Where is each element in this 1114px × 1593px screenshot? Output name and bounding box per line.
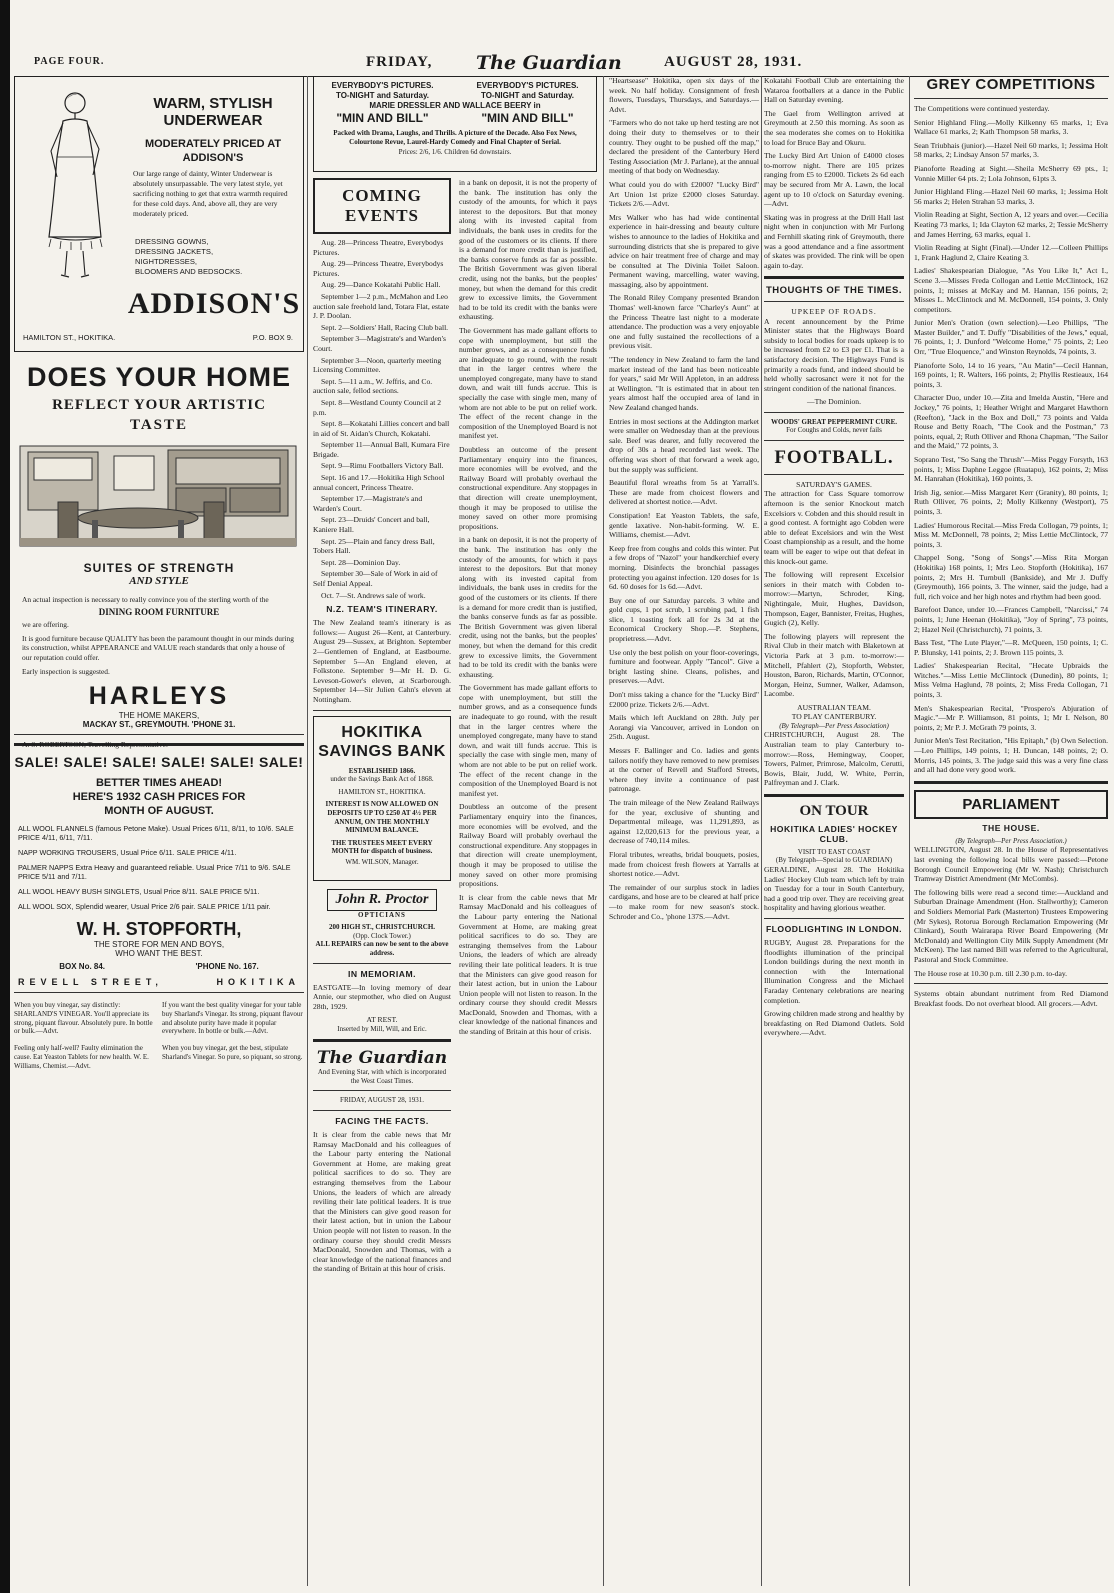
divider bbox=[14, 734, 304, 735]
column-2-left bbox=[313, 178, 451, 1278]
coming-events-list bbox=[313, 238, 451, 600]
parliament-heading: PARLIAMENT bbox=[962, 795, 1060, 813]
column-4 bbox=[764, 76, 904, 1042]
event-item: September 3—Noon, quarterly meeting Licensing Committee. bbox=[313, 355, 442, 375]
parliament-paragraph: The following bills were read a second time:—Auckland and Suburban Drainage Amendment (Hon. Stallworthy); Cameron and Soldiers Memorial Park (Masterton) Trustees Empowering (Mr Sykes), Rotorua Borough Reclamation Empowering (Mr Clinkard), South Wairarapa River Board Empowering (Mr McDonald) and Wellington City Milk Supply Amendment (Mr McKeen). The last named Bill was referred to the Agricultural, Pastoral and Stock Committee. bbox=[914, 887, 1108, 964]
parliament-subheading: THE HOUSE. bbox=[982, 822, 1040, 833]
price-item: ALL WOOL SOX, Splendid wearer, Usual Price 2/6 pair. SALE PRICE 1/11 pair. bbox=[18, 902, 271, 911]
price-item: ALL WOOL FLANNELS (famous Petone Make). Usual Prices 6/11, 8/11, to 10/6. SALE PRICE 4/11, 6/11, 7/11. bbox=[18, 824, 294, 842]
competition-paragraph: Junior Highland Fling.—Hazel Neil 60 marks, 1; Jessima Holt 56 marks 2; Helen Strahan 53 marks, 3. bbox=[914, 187, 1108, 206]
competition-paragraph: Chappel Song, "Song of Songs".—Miss Rita Morgan (Hokitika) 168 points, 1; Mrs Leo. Stopforth (Hokitika), 167 points, 2; Mrs H. Turnbull (Bankside), and Mr J. Duffy (Greymouth), 166 points, 3. The winner, said the judge, had a full, rich voice and her high notes and rhythm had been good. bbox=[914, 553, 1108, 601]
competition-paragraph: Junior Men's Oration (own selection).—Leo Phillips, "The Master Builder," and T. Duffy "Disabilities of the Jews," equal, 76 points, 1; J. Dunford "Welcome Home," 75 points, 2; Leo Orr, "True Eloquence," and Winston Reynolds, 74 points, 3. bbox=[914, 318, 1108, 357]
news-paragraph: Floral tributes, wreaths, bridal bouquets, posies, made from choicest fresh flowers at Yarralls at shortest notice.—Advt. bbox=[609, 849, 759, 879]
column-rule bbox=[909, 76, 910, 1586]
flood-heading: FLOODLIGHTING IN LONDON. bbox=[765, 924, 903, 935]
competition-paragraph: Ladies' Shakespearian Recital, "Hecate Upbraids the Witches."—Miss Lettie McClintock (Dunedin), 80 points, 1; Miss Velma Haglund, 78 points, 2; Miss Freda Collogan, 71 points, 3. bbox=[914, 661, 1108, 700]
price-item: PALMER NAPPS Extra Heavy and guaranteed reliable. Usual Price 7/11 to 9/6. SALE PRICE 5/11 and 7/11. bbox=[18, 863, 291, 881]
divider bbox=[764, 301, 904, 302]
divider bbox=[764, 276, 904, 279]
tour-byline: (By Telegraph—Special to GUARDIAN) bbox=[775, 856, 893, 865]
competition-paragraph: Soprano Test, "So Sang the Thrush"—Miss Peggy Forsyth, 163 points, 1; Miss Daphne Leggoe (Ruatapu), 162 points, 2; Miss M. Hanrahan (Hokitika), 160 points, 3. bbox=[914, 455, 1108, 484]
column-2-body bbox=[313, 178, 597, 1278]
news-paragraph: Buy one of our Saturday parcels. 3 white and gold cups, 1 pot scrub, 1 scrubing pad, 1 fish slice, 1 toasting fork all for 2s 3d at the Economical Crockery Shop.—P. Stephens, proprietress.—Advt. bbox=[609, 595, 759, 644]
column-2 bbox=[313, 76, 597, 1278]
harleys-address: MACKAY ST., GREYMOUTH. 'PHONE 31. bbox=[82, 720, 236, 730]
news-paragraph: The Gael from Wellington arrived at Greymouth at 2.50 this morning. As soon as the sea moderates she comes on to Hokitika to load for Bruce Bay and Okuru. bbox=[764, 108, 904, 147]
bank-street: HAMILTON ST., HOKITIKA. bbox=[338, 787, 426, 796]
guardian-sub: And Evening Star, with which is incorporated the West Coast Times. bbox=[317, 1068, 447, 1085]
stopforth-tagline-2: WHO WANT THE BEST. bbox=[115, 949, 203, 958]
theatre-hd-line: EVERYBODY'S PICTURES. bbox=[476, 81, 579, 90]
event-item: Sept. 16 and 17.—Hokitika High School annual concert, Princess Theatre. bbox=[313, 473, 445, 492]
news-paragraph: Keep free from coughs and colds this winter. Put a few drops of "Nazol" your handkerchief every morning. Disinfects the bronchial passages protecting you against infection. 120 doses for 1s 6d. 60 doses for 1s 6d.—Advt. bbox=[609, 543, 759, 592]
competition-paragraph: Ladies' Humorous Recital.—Miss Freda Collogan, 79 points, 1; Miss M. McDonnell, 78 points, 2; Miss Lettie McClintock, 77 points, 3. bbox=[914, 520, 1108, 549]
aus-byline: (By Telegraph—Per Press Association) bbox=[779, 721, 889, 730]
divider bbox=[313, 710, 451, 711]
harleys-logo-name: HARLEYS bbox=[88, 682, 230, 711]
news-paragraph: The following players will represent the Rival Club in their match with Blaketown at Victoria Park at 3 p.m. to-morrow:—Mitchell, Pfahlert (2), Stopforth, Webster, Houston, Baron, Richards, Martin, O'Connor, Morgan, Heinz, Sumner, Walker, Adamson, Lacombe. bbox=[764, 631, 904, 699]
column-rule bbox=[603, 76, 604, 1586]
dining-room-illustration bbox=[18, 442, 298, 550]
sale-subheading-line: MONTH OF AUGUST. bbox=[104, 805, 214, 817]
event-item: Sept. 25—Plain and fancy dress Ball, Tobers Hall. bbox=[313, 536, 435, 556]
bank-act: under the Savings Bank Act of 1868. bbox=[330, 775, 434, 784]
harleys-advert bbox=[14, 362, 304, 750]
editorial-paragraph: in a bank on deposit, it is not the property of the bank. The institution has only the custody of the amounts, for which it pays interest to the depositors. But that money along with its invested capital from individuals, the bank uses in credits for the good of the customers or its clients. If there is a demand for more credit than is justified, the banks conserve funds as far as possible. The British Government was given liberal credit, using not the banks, but the peoples' money, but when the demand for this credit grew to excessive limits, the Government had to be told its credit with the banks were exhausting. bbox=[459, 178, 597, 322]
addisons-item-list bbox=[135, 237, 293, 277]
divider bbox=[313, 963, 451, 964]
competition-paragraph: Violin Reading at Sight (Final).—Under 12.—Colleen Phillips 1, Frank Haglund 2, Claire Keating 3. bbox=[914, 243, 1108, 262]
news-paragraph: A recent announcement by the Prime Minister states that the Highways Board subsidy to local bodies for roads upkeep is to be increased from £2 to £3 per £1. That is a satisfactory decision. The Highways Fund is primarily a roads fund, and indeed should be held wholly sacrosanct were it not for the stringent condition of the national finances. bbox=[764, 316, 904, 393]
theatre-hd bbox=[459, 81, 596, 101]
divider bbox=[914, 983, 1108, 984]
divider bbox=[313, 1090, 451, 1091]
harleys-headline: DOES YOUR HOME bbox=[26, 362, 292, 392]
competition-paragraph: Junior Men's Test Recitation, "His Epitaph," (b) Own Selection.—Leo Phillips, 149 points, 1; H. Duncan, 148 points, 2; O. Morris, 145 points, 3. The judge said this was a very fine class and all had done very good work. bbox=[914, 736, 1108, 775]
divider bbox=[764, 918, 904, 919]
event-item: Sept. 2—Soldiers' Hall, Racing Club ball. bbox=[321, 322, 449, 332]
addisons-headline: WARM, STYLISH UNDERWEAR bbox=[153, 95, 273, 129]
page-number: PAGE FOUR. bbox=[34, 56, 105, 67]
column-rule bbox=[307, 76, 308, 1586]
news-paragraph: RUGBY, August 28. Preparations for the floodlights illumination of the principal London buildings during the next month in connection with the International Illumination Congress and the Michael Faraday Centenary celebrations are nearing completion. bbox=[764, 938, 904, 1005]
news-paragraph: Mrs Walker who has had wide continental experience in hair-dressing and beauty culture wishes to announce to the ladies of Hokitika and surrounding districts that she is prepared to give advice on hair treatment free of charge and may be consulted at The Divinia Toilet Saloon. Permanent waving, marcelling, water waving, massaging, also by appointment. bbox=[609, 212, 759, 289]
bank-name-line: HOKITIKA bbox=[341, 723, 423, 741]
advert-paragraph: Systems obtain abundant nutriment from Red Diamond Breakfast foods. Do not overheat blood. All grocers.—Advt. bbox=[914, 989, 1108, 1008]
theatre-hd-line: TO-NIGHT and Saturday. bbox=[480, 91, 575, 100]
woman-figure-illustration bbox=[27, 87, 117, 282]
theatre-hd-line: EVERYBODY'S PICTURES. bbox=[331, 81, 434, 90]
masthead-paper-name: The Guardian bbox=[476, 52, 622, 74]
news-paragraph: Messrs F. Ballinger and Co. ladies and gents tailors notify they have removed to new premises at the corner of Revell and Stafford Streets, where they invite a continuance of past patronage. bbox=[609, 746, 759, 794]
bank-manager: WM. WILSON, Manager. bbox=[345, 857, 419, 866]
news-paragraph: The Ronald Riley Company presented Brandon Thomas' well-known farce "Charley's Aunt" at the Princess Theatre last night to a moderate attendance. The production was a very enjoyable one and fully sustained the recollections of a previous visit. bbox=[609, 293, 759, 351]
proctor-advert bbox=[313, 889, 451, 958]
competition-paragraph: Barefoot Dance, under 10.—Frances Campbell, "Narcissi," 74 points, 1; June Heenan (Hokitika), "Joy of Spring", 73 points, 2; Hazel Neil (Christchurch), 71 points, 3. bbox=[914, 605, 1108, 634]
aus-subheading: TO PLAY CANTERBURY. bbox=[791, 712, 877, 722]
event-item: September 30—Sale of Work in aid of Self Denial Appeal. bbox=[313, 569, 438, 588]
stopforth-phone: 'PHONE No. 167. bbox=[195, 962, 259, 971]
harleys-copy-line: Early inspection is suggested. bbox=[22, 666, 110, 676]
event-item: Sept. 5—11 a.m., W. Jeffris, and Co. auction sale, fellod sections. bbox=[313, 376, 433, 396]
divider bbox=[914, 781, 1108, 784]
competition-paragraph: The Competitions were continued yesterday. bbox=[914, 104, 1050, 113]
news-paragraph: Growing children made strong and healthy by breakfasting on Red Diamond Oatlets. Sold everywhere.—Advt. bbox=[764, 1009, 904, 1038]
competition-paragraph: Pianoforte Solo, 14 to 16 years, "Au Matin"—Cecil Hannan, 169 points, 1; R. Walters, 166 points, 2; Phyllis Restieaux, 164 points, 3. bbox=[914, 360, 1108, 389]
news-paragraph: Constipation! Eat Yeaston Tablets, the safe, gentle laxative. Non-habit-forming. W. E. Williams, chemist.—Advt. bbox=[609, 510, 759, 540]
news-paragraph: The train mileage of the New Zealand Railways for the year, exclusive of shunting and Departmental mileage, was 11,291,893, as against 12,020,613 for the previous year, a decrease of 740,114 miles. bbox=[609, 797, 759, 846]
addisons-address: HAMILTON ST., HOKITIKA. bbox=[23, 333, 116, 342]
scan-edge bbox=[0, 0, 10, 1593]
guardian-editorial-masthead bbox=[313, 1048, 451, 1126]
list-item: DRESSING GOWNS, bbox=[135, 237, 209, 246]
proctor-opp: (Opp. Clock Tower.) bbox=[353, 931, 411, 940]
source-credit: —The Dominion. bbox=[807, 397, 861, 407]
theatre-hd bbox=[314, 81, 451, 101]
divider bbox=[764, 794, 904, 797]
price-item: ALL WOOL HEAVY BUSH SINGLETS, Usual Price 8/11. SALE PRICE 5/11. bbox=[18, 887, 260, 896]
harleys-copy-line: we are offering. bbox=[22, 620, 69, 630]
news-paragraph: Kokatahi Football Club are entertaining the Wataroa footballers at a dance in the Public Hall on Saturday evening. bbox=[764, 76, 904, 105]
stopforth-name: W. H. STOPFORTH, bbox=[76, 919, 242, 939]
event-item: Sept. 28—Dominion Day. bbox=[321, 557, 401, 567]
editorial-title: FACING THE FACTS. bbox=[335, 1116, 429, 1127]
price-item: NAPP WORKING TROUSERS, Usual Price 6/11. SALE PRICE 4/11. bbox=[18, 848, 237, 857]
tour-subheading-2: VISIT TO EAST COAST bbox=[797, 847, 871, 856]
news-paragraph: Skating was in progress at the Drill Hall last night when in conjunction with Mr Furlong and Fernhill skating rink of Greymouth, there was a good attendance and a fine assortment of skates was provided. The rink will be open again to-day. bbox=[764, 212, 904, 270]
competition-paragraph: Bass Test, "The Lute Player,"—R. McQueen, 150 points, 1; C. P. Blunsky, 141 points, 2; J. Brown 115 points, 3. bbox=[914, 638, 1108, 657]
theatre-titles bbox=[314, 111, 596, 125]
harleys-copy bbox=[22, 595, 296, 676]
stopforth-street bbox=[18, 977, 300, 987]
harleys-style-heading: AND STYLE bbox=[129, 575, 189, 587]
competition-paragraph: Ladies' Shakespearian Dialogue, "As You Like It," Act I., Scene 3.—Misses Freda Collogan and Lettie McClintock, 162 points, 1; misses at McKay and M. Hannan, 156 points, 2; Misses L. McClintock and M. McDonnell, 154 points, 3. Only competitors. bbox=[914, 266, 1108, 314]
column-2-right bbox=[459, 178, 597, 1278]
vinegar-advert-left: When you buy vinegar, say distinctly: SHARLAND'S VINEGAR. You'll appreciate its strong, piquant flavour. Absolutely pure. In bottle or bulk.—Advt. bbox=[14, 1001, 153, 1036]
event-item: Sept. 23—Druids' Concert and ball, Kaniere Hall. bbox=[313, 515, 430, 535]
column-3 bbox=[609, 76, 759, 925]
grey-competitions-heading: GREY COMPETITIONS bbox=[926, 76, 1096, 93]
addisons-advert bbox=[14, 76, 304, 352]
aus-heading: AUSTRALIAN TEAM. bbox=[797, 702, 871, 712]
news-paragraph: Entries in most sections at the Addington market were smaller on Wednesday than at the previous sale. Beef was dearer, and fully recovered the drop of 30s a head recorded last week. The offering was short of that forward a week ago, but the supply was sufficient. bbox=[609, 416, 759, 474]
news-paragraph: "Farmers who do not take up herd testing are not doing their duty to themselves or to their country. They ought to be pushed off the map," declared the president of the Canterbury Herd Testing Association (Mr J. Parlane), at the annual meeting of that body on Wednesday. bbox=[609, 118, 759, 176]
tour-heading: ON TOUR bbox=[799, 802, 869, 819]
stopforth-tagline: THE STORE FOR MEN AND BOYS, bbox=[93, 940, 225, 949]
harleys-copy-emphasis: DINING ROOM FURNITURE bbox=[98, 606, 220, 617]
event-item: Sept. 9—Rimu Footballers Victory Ball. bbox=[321, 461, 444, 471]
news-paragraph: GERALDINE, August 28. The Hokitika Ladies' Hockey Club team which left by train on Tuesday for a tour in South Canterbury, had a good trip over. They are receiving great hospitality and having glorious weather. bbox=[764, 865, 904, 913]
event-item: September 11—Annual Ball, Kumara Fire Brigade. bbox=[313, 440, 450, 459]
editorial-paragraph: Doubtless an outcome of the present Parliamentary enquiry into the finances, more economies will be evolved, and the Railway Board will probably overhaul the constructional expenditure. Any stoppages in that direction will create unemployment, though it may be proposed to utilise the money saved on other more promising propositions. bbox=[459, 445, 597, 531]
upkeep-heading: UPKEEP OF ROADS. bbox=[791, 307, 877, 317]
divider bbox=[313, 1039, 451, 1042]
news-paragraph: Beautiful floral wreaths from 5s at Yarrall's. These are made from choicest flowers and delivered at shortest notice.—Advt. bbox=[609, 478, 759, 507]
harleys-copy-line: It is good furniture because QUALITY has been the paramount thought in our minds during its construction, whilst APPEARANCE and VALUE reach standards that only a house of our reputation could offer. bbox=[22, 633, 294, 662]
thoughts-heading: THOUGHTS OF THE TIMES. bbox=[765, 285, 903, 297]
addisons-subhead: MODERATELY PRICED AT ADDISON'S bbox=[144, 138, 282, 164]
theatre-prices: Prices: 2/6, 1/6. Children 6d downstairs. bbox=[398, 148, 512, 157]
competition-paragraph: Sean Triubhais (junior).—Hazel Neil 60 marks, 1; Jessima Holt 58 marks, 2; Lindsay Anson 57 marks, 3. bbox=[914, 140, 1108, 160]
theatre-stars: MARIE DRESSLER AND WALLACE BEERY in bbox=[369, 101, 541, 110]
woods-advert: WOODS' GREAT PEPPERMINT CURE. bbox=[770, 417, 897, 426]
divider bbox=[914, 98, 1108, 99]
itinerary-heading: N.Z. TEAM'S ITINERARY. bbox=[326, 604, 438, 615]
guardian-name: The Guardian bbox=[316, 1048, 448, 1069]
masthead bbox=[14, 4, 1109, 74]
editorial-paragraph: It is clear from the cable news that Mr Ramsay MacDonald and his colleagues of the Labour party entering the National Government at Home, are making great political sacrifices to do so. They are estranging themselves from the Labour Unions, the leaders of which are already reviling their late political leaders. It is true that the Ministers can give good reason for their latest action, but in union the Labour Union people will not listen to reason. In the ordinary course they should credit Messrs MacDonald, Snowden and Thomas, with a clear knowledge of the national finances and the standing of Britain at this hour of crisis. bbox=[313, 1130, 451, 1274]
harleys-tagline: THE HOME MAKERS, bbox=[118, 711, 200, 721]
football-subheading: SATURDAY'S GAMES. bbox=[796, 480, 872, 490]
parliament-byline: (By Telegraph—Per Press Association.) bbox=[955, 836, 1067, 845]
competition-paragraph: Men's Shakespearian Recital, "Prospero's Abjuration of Magic."—Mr P. Williamson, 81 points, 1; Mr I. Nelson, 80 points, 2; Mr P. J. McGrath 79 points, 3. bbox=[914, 703, 1108, 732]
editorial-paragraph: The Government has made gallant efforts to cope with unemployment, but still the number grows, and as a consequence funds are inadequate to go round, with the result that in the larger centres where the unemployed congregate, many have to stand down, and wait till funds accrue. This is specially the case with single men, many of whom are not able to be put on relief work. The effect of the recent change in the composition of the Unemployed Board is not manifest yet. bbox=[459, 325, 597, 441]
street-name: REVELL STREET, bbox=[18, 977, 163, 987]
vinegar-advert-2: When you buy vinegar, get the best, stipulate Sharland's Vinegar. So pure, so piquant, so strong. bbox=[162, 1044, 303, 1061]
stopforth-contacts bbox=[14, 962, 304, 971]
sale-subheading-line: BETTER TIMES AHEAD! bbox=[95, 777, 223, 789]
list-item: DRESSING JACKETS, bbox=[135, 247, 214, 256]
tour-subheading: HOKITIKA LADIES' HOCKEY CLUB. bbox=[770, 823, 898, 844]
addisons-copy: Our large range of dainty, Winter Underwear is absolutely unsurpassable. The very latest style, yet sacrificing nothing to get that extra warmth required for these cold days. And, above all, they are very moderately priced. bbox=[133, 169, 288, 218]
proctor-address: 200 HIGH ST., CHRISTCHURCH. bbox=[328, 923, 436, 932]
theatre-description: Packed with Drama, Laughs, and Thrills. A picture of the Decade. Also Fox News, Colourtone Revue, Laurel-Hardy Comedy and Final Chapter of Serial. bbox=[333, 129, 577, 146]
addisons-logo-name: ADDISON'S bbox=[127, 287, 301, 320]
memoriam-rest: AT REST. bbox=[366, 1015, 398, 1025]
itinerary-text: The New Zealand team's itinerary is as follows:— August 26—Kent, at Canterbury. August 29—Sussex, at Brighton. September 2—Gentlemen of England, at Eastbourne. September 5—An England eleven, at Folkstone. September 9—Mr H. D. G. Leveson-Gower's eleven, at Scarborough. September 14—Sir Julien Cahn's eleven at Nottingham. bbox=[313, 618, 451, 704]
guardian-date: FRIDAY, AUGUST 28, 1931. bbox=[340, 1096, 424, 1105]
savings-bank-advert bbox=[313, 716, 451, 881]
divider bbox=[764, 412, 904, 413]
editorial-paragraph: The Government has made gallant efforts to cope with unemployment, but still the number grows, and as a consequence funds are inadequate to go round, with the result that in the larger centres where the unemployed congregate, many have to stand down, and wait till funds accrue. This is specially the case with single men, many of whom are not able to be put on relief work. The effect of the recent change in the composition of the Unemployed Board is not manifest yet. bbox=[459, 683, 597, 798]
yeaston-advert: Feeling only half-well? Faulty elimination the cause. Eat Yeaston Tablets for new health. W. E. Williams, Chemist.—Advt. bbox=[14, 1044, 149, 1070]
memoriam-heading: IN MEMORIAM. bbox=[347, 968, 417, 979]
proctor-sub: OPTICIANS bbox=[358, 910, 406, 919]
event-item: Aug. 29—Dance Kokatahi Public Hall. bbox=[321, 280, 441, 290]
coming-events-box bbox=[313, 178, 451, 234]
parliament-paragraph: WELLINGTON, August 28. In the House of Representatives last evening the following local bills were passed:—Petone Borough Council Empowering (Mr W. Nash); Christchurch Tramway District Amendment (Mr McCombs). bbox=[914, 845, 1108, 884]
news-paragraph: The attraction for Cass Square tomorrow afternoon is the senior Knockout match Excelsiors v. Cobden and this should result in a good contest. A fortnight ago Cobden were able to defeat Excelsiors and win the West Coast championship as a result, and the home team will be eager to wipe out that defeat in this knock-out game. bbox=[764, 489, 904, 566]
masthead-date: AUGUST 28, 1931. bbox=[664, 54, 803, 70]
news-paragraph: "Heartsease" Hokitika, open six days of the week. No half holiday. Consignment of fresh flowers, Tuesdays, Thursdays, and Saturdays.—Advt. bbox=[609, 76, 759, 114]
news-paragraph: The following will represent Excelsior seniors in their match with Cobden to-morrow:—Martyn, Schroder, King, Nightingale, Muir, Hughes, Davidson, Thompson, Eager, Bannister, Freitas, Hughes, Gugich (2), Kelly. bbox=[764, 570, 904, 628]
editorial-paragraph: Doubtless an outcome of the present Parliamentary enquiry into the finances, more economies will be evolved, and the Railway Board will probably overhaul the constructional expenditure. Any stoppages in that direction will create unemployment, though it may be proposed to utilise the money saved on other more promising propositions. bbox=[459, 802, 597, 889]
divider bbox=[764, 440, 904, 441]
proctor-repairs: ALL REPAIRS can now be sent to the above address. bbox=[315, 940, 449, 957]
list-item: BLOOMERS AND BEDSOCKS. bbox=[135, 267, 243, 276]
editorial-paragraph: in a bank on deposit, it is not the property of the bank. The institution has only the custody of the amounts, for which it pays interest to the depositors. But that money along with its invested capital from individuals, the bank uses in credits for the good of the customers or its clients. If there is a demand for more credit than is justified, the banks conserve funds as far as possible. The British Government was given liberal credit, using not the banks, but the peoples' money, but when the demand for this credit grew to excessive limits, the Government had to be told its credit with the banks were exhausting. bbox=[459, 535, 597, 679]
news-paragraph: Use only the best polish on your floor-coverings, furniture and footwear. Apply "Tancol". Give a bright lasting shine. Cleans, polishes, and preserves.—Advt. bbox=[609, 647, 759, 686]
harleys-subline-2: TASTE bbox=[129, 417, 189, 433]
competition-paragraph: Senior Highland Fling.—Molly Kilkenny 65 marks, 1; Eva Wallace 61 marks, 2; Kath Thompson 58 marks, 3. bbox=[914, 117, 1108, 137]
divider bbox=[313, 1110, 451, 1111]
bank-interest: INTEREST IS NOW ALLOWED ON DEPOSITS UP TO £250 AT 4½ PER ANNUM, ON THE MONTHLY MINIMUM BALANCE. bbox=[325, 800, 439, 835]
column-rule bbox=[761, 76, 762, 1586]
news-paragraph: What could you do with £2000? "Lucky Bird" Art Union 1st prize £2000 closes Saturday. Tickets 2/6.—Advt. bbox=[609, 179, 759, 209]
coming-events-title: COMING EVENTS bbox=[342, 186, 422, 225]
event-item: September 17.—Magistrate's and Warden's Court. bbox=[313, 494, 423, 513]
news-paragraph: Don't miss taking a chance for the "Lucky Bird" £2000 prize. Tickets 2/6.—Advt. bbox=[609, 690, 759, 709]
event-item: September 3—Magistrate's and Warden's Court. bbox=[313, 334, 446, 353]
sale-banner: SALE! SALE! SALE! SALE! SALE! SALE! bbox=[14, 754, 304, 770]
theatre-hd-line: TO-NIGHT and Saturday. bbox=[335, 91, 430, 100]
competition-paragraph: Pianoforte Reading at Sight.—Sheila McSherry 69 pts., 1; Vonnie Miller 64 pts. 2; Lola Johnson, 61pts 3. bbox=[914, 163, 1108, 183]
masthead-day: FRIDAY, bbox=[366, 54, 433, 70]
list-item: NIGHTDRESSES, bbox=[135, 257, 198, 266]
competition-paragraph: Violin Reading at Sight, Section A, 12 years and over.—Cecilia Keating 73 marks, 1; Ida Clayton 62 marks, 2; Tessie McSherry and James Herring, 63 marks, equal 1. bbox=[914, 210, 1108, 239]
vinegar-advert-right: If you want the best quality vinegar for your table buy Sharland's Vinegar. Its strong, piquant flavour and absolute purity have made it popular everywhere. In bottle or bulk.—Advt. bbox=[162, 1001, 303, 1036]
small-adverts bbox=[14, 1044, 304, 1070]
sale-subheading bbox=[14, 776, 304, 818]
divider bbox=[764, 474, 904, 475]
event-item: September 1—2 p.m., McMahon and Leo auction sale freehold land, Totara Flat, estate J. P. Doolan. bbox=[313, 291, 449, 321]
event-item: Aug. 29—Princess Theatre, Everybodys Pictures. bbox=[313, 259, 444, 278]
divider bbox=[14, 992, 304, 993]
football-heading: FOOTBALL. bbox=[774, 447, 894, 469]
news-paragraph: The Lucky Bird Art Union of £4000 closes to-morrow night. There are 105 prizes ranging from £5 to £2000. Tickets 2s 6d each may be secured from Mr A. Lawn, the local agent up to 10 o'clock on Saturday evening.—Advt. bbox=[764, 151, 904, 209]
news-paragraph: The remainder of our surplus stock in ladies cardigans, and hose are to be cleared at half price—to make room for new season's stock. Schroder and Co., 'phone 137S.—Advt. bbox=[609, 882, 759, 921]
memoriam-by: Inserted by Mill, Will, and Eric. bbox=[337, 1024, 427, 1033]
harleys-copy-line: An actual inspection is necessary to really convince you of the sterling worth of the bbox=[22, 595, 269, 604]
competition-paragraph: Character Duo, under 10.—Zita and Imelda Austin, "Here and Jockey," 76 points, 1; Heather Wright and Margaret Hawthorn (Reefton), "Jack in the Box and Doll," 73 points and Valda Rouse and Betty Roach, "The Cook and the Postman," 73 points, equal, 2; Ruth Olliver and Rhona Chapman, "The Sailor and the Maid," 72 points, 3. bbox=[914, 393, 1108, 451]
bank-name-line: SAVINGS BANK bbox=[318, 742, 446, 760]
news-paragraph: "The tendency in New Zealand to farm the land market instead of the land has been noticeable for years," said Mr Will Appleton, in an address at Wellington. "It is estimated that in about ten years almost half the occupied area of land in New Zealand changed hands. bbox=[609, 355, 759, 412]
parliament-paragraph: The House rose at 10.30 p.m. till 2.30 p.m. to-day. bbox=[914, 968, 1068, 978]
event-item: Sept. 8—Westland County Council at 2 p.m. bbox=[313, 397, 442, 417]
event-item: Oct. 7—St. Andrews sale of work. bbox=[321, 590, 426, 600]
column-5 bbox=[914, 76, 1108, 1012]
event-item: Aug. 28—Princess Theatre, Everybodys Pictures. bbox=[313, 238, 444, 257]
woods-advert-sub: For Coughs and Colds, never fails bbox=[786, 426, 882, 435]
proctor-logo: John R. Proctor bbox=[327, 889, 438, 911]
bank-trustees: THE TRUSTEES MEET EVERY MONTH for dispatch of business. bbox=[331, 838, 433, 856]
competition-paragraph: Irish Jig, senior.—Miss Margaret Kerr (Granity), 80 points, 1; Ruth Olliver, 76 points, 2; Molly Kilkenny (Westport), 75 points, 3. bbox=[914, 487, 1108, 516]
parliament-heading-box bbox=[914, 790, 1108, 819]
sale-subheading-line: HERE'S 1932 CASH PRICES FOR bbox=[72, 791, 246, 803]
vinegar-adverts bbox=[14, 1001, 304, 1036]
editorial-paragraph: It is clear from the cable news that Mr Ramsay MacDonald and his colleagues of the Labour party entering the National Government at Home, are making great political sacrifices to do so. They are estranging themselves from the Labour Unions, the leaders of which are already reviling their late political leaders. It is true that the Ministers can give good reason for their latest action, but in union the Labour Union people will not listen to reason. In the ordinary course they should credit Messrs MacDonald, Snowden and Thomas, with a clear knowledge of the national finances and the standing of Britain at this hour of crisis. bbox=[459, 892, 597, 1037]
news-paragraph: CHRISTCHURCH, August 28. The Australian team to play Canterbury to-morrow:—Ross, Hemingway, Cooper, Towers, Palmer, Primrose, Malcolm, Cerutti, Bowis, Blair, Judd, W. White, Perrin, Palfreyman and J. Clark. bbox=[764, 730, 904, 788]
news-paragraph: Mails which left Auckland on 28th. July per Aorangi via Vancouver, arrived in London on 25th. August. bbox=[609, 713, 759, 742]
bank-established: ESTABLISHED 1866. bbox=[348, 766, 416, 775]
stopforth-box: BOX No. 84. bbox=[59, 962, 106, 971]
memoriam-text: EASTGATE—In loving memory of dear Annie, our stepmother, who died on August 28th, 1929. bbox=[313, 982, 451, 1011]
event-item: Sept. 8—Kokatahi Lillies concert and ball in aid of St. Aidan's Church, Kokatahi. bbox=[313, 419, 450, 438]
theatre-header bbox=[314, 81, 596, 101]
harleys-subline: REFLECT YOUR ARTISTIC bbox=[52, 397, 266, 413]
column-1 bbox=[14, 76, 304, 1071]
film-title: "MIN AND BILL" bbox=[336, 111, 429, 125]
harleys-representative: A. S. ROBERTSON, Travelling Representative. bbox=[22, 740, 168, 750]
stopforth-advert bbox=[14, 754, 304, 987]
town-name: HOKITIKA bbox=[216, 977, 300, 987]
harleys-suites-heading: SUITES OF STRENGTH bbox=[83, 561, 235, 575]
addisons-po-box: P.O. BOX 9. bbox=[252, 333, 293, 342]
film-title: "MIN AND BILL" bbox=[481, 111, 574, 125]
theatre-advert bbox=[313, 76, 597, 172]
